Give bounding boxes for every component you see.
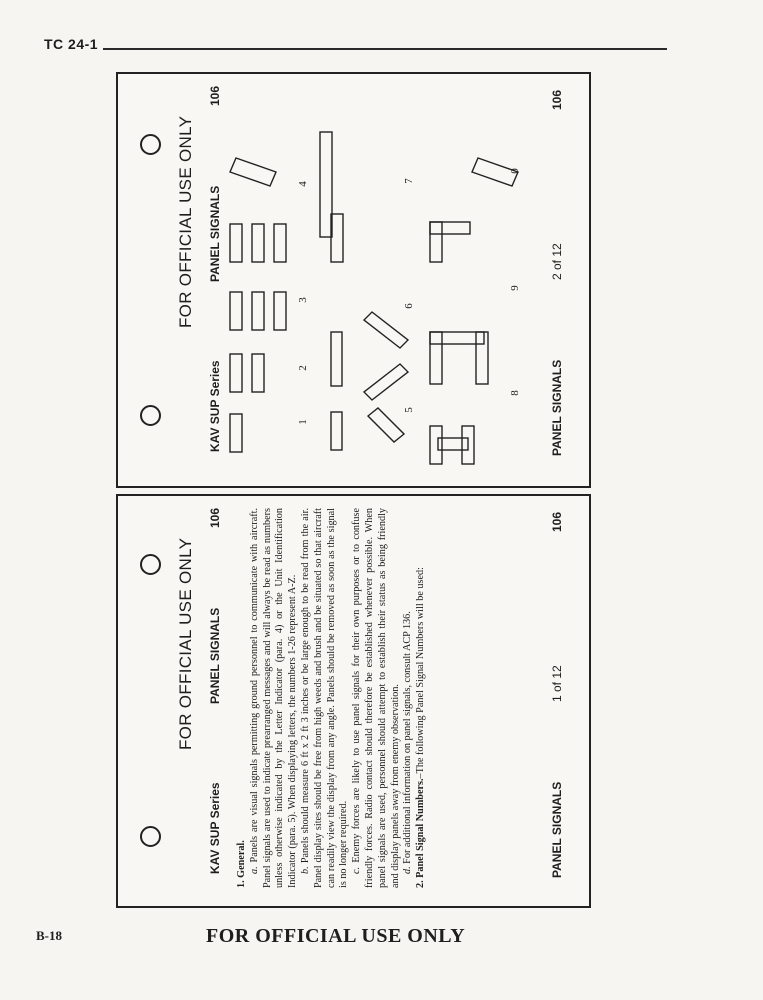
footer-label: PANEL SIGNALS xyxy=(550,359,564,456)
footer-number: 106 xyxy=(550,89,564,110)
classification-label: FOR OFFICIAL USE ONLY xyxy=(176,537,195,750)
classification-row xyxy=(176,494,202,868)
panel-signal-1 xyxy=(230,414,242,452)
document-code: TC 24-1 xyxy=(44,36,99,52)
para-d: For additional information on panel signals, consult ACP 136. xyxy=(402,611,414,864)
panel-signal-6 xyxy=(331,312,408,400)
signal-label-2: 2 xyxy=(297,365,309,371)
card-header-row xyxy=(206,494,226,884)
para-d-label: d. xyxy=(402,866,414,874)
section-2-heading: 2. Panel Signal Numbers. xyxy=(415,778,427,888)
panel-signal-2 xyxy=(230,354,264,392)
series-label: KAV SUP Series xyxy=(208,360,222,452)
classification-label: FOR OFFICIAL USE ONLY xyxy=(176,115,195,328)
para-c-label: c. xyxy=(351,866,363,874)
panel-signal-9 xyxy=(430,332,488,384)
para-a: Panels are visual signals permitting ground personnel to communicate with aircraft. Panel signals are used to indicate prearranged messages and will always be read as numbers unless otherwise indicated by the Letter Indicator (para. 4) or the Unit Identification Indicator (para. 5). When displaying letters, the numbers 1-26 represent A-Z. xyxy=(248,508,299,888)
panel-signal-3 xyxy=(230,292,286,330)
page-indicator: 1 of 12 xyxy=(550,665,564,702)
para-b: Panels should measure 6 ft x 2 ft 3 inches or be large enough to be read from the air. Panel display sites should be free from high weeds and brush and be situated so that aircraft can readily view the display from any angle. Panels should be removed as soon as the signal is no longer required. xyxy=(299,507,350,888)
card-body-text xyxy=(236,508,511,888)
signal-label-7: 7 xyxy=(403,178,415,184)
panel-signal-8 xyxy=(430,426,474,464)
panel-signal-4 xyxy=(230,158,286,262)
panel-signal-7 xyxy=(320,132,343,262)
signal-label-6: 6 xyxy=(403,303,415,309)
classification-banner: FOR OFFICIAL USE ONLY xyxy=(206,925,466,947)
panel-signal-5 xyxy=(331,408,404,450)
signal-label-5: 5 xyxy=(403,407,415,413)
panel-signal-diagrams xyxy=(118,74,589,486)
card-footer-row xyxy=(548,498,568,888)
card-number: 106 xyxy=(208,85,222,106)
signal-label-0: 0 xyxy=(509,168,521,174)
signal-label-4: 4 xyxy=(297,181,309,187)
card-panel-signals-page-1 xyxy=(116,494,591,908)
series-label: KAV SUP Series xyxy=(208,782,222,874)
signal-label-9: 9 xyxy=(509,285,521,291)
signal-label-3: 3 xyxy=(297,297,309,303)
binder-hole xyxy=(140,554,161,575)
binder-hole xyxy=(140,826,161,847)
footer-label: PANEL SIGNALS xyxy=(550,781,564,878)
para-a-label: a. xyxy=(248,866,260,874)
page-indicator: 2 of 12 xyxy=(550,243,564,280)
page-number: B-18 xyxy=(36,928,62,943)
panel-signal-0 xyxy=(430,158,518,262)
signal-label-1: 1 xyxy=(297,419,309,425)
card-panel-signals-page-2 xyxy=(116,72,591,488)
card-number: 106 xyxy=(208,507,222,528)
para-c: Enemy forces are likely to use panel signals for their own purposes or to confuse friendly forces. Radio contact should therefore be established whenever possible. When panel signals are used, personnel should attempt to establish their status as being friendly and display panels away from enemy observation. xyxy=(351,508,401,888)
card-title: PANEL SIGNALS xyxy=(208,185,222,282)
section-1-heading: 1. General. xyxy=(236,840,247,888)
card-title: PANEL SIGNALS xyxy=(208,607,222,704)
para-b-label: b. xyxy=(299,866,311,874)
footer-number: 106 xyxy=(550,511,564,532)
header-rule xyxy=(103,48,667,50)
signal-label-8: 8 xyxy=(509,390,521,396)
section-2-text: –The following Panel Signal Numbers will be used: xyxy=(415,567,427,779)
